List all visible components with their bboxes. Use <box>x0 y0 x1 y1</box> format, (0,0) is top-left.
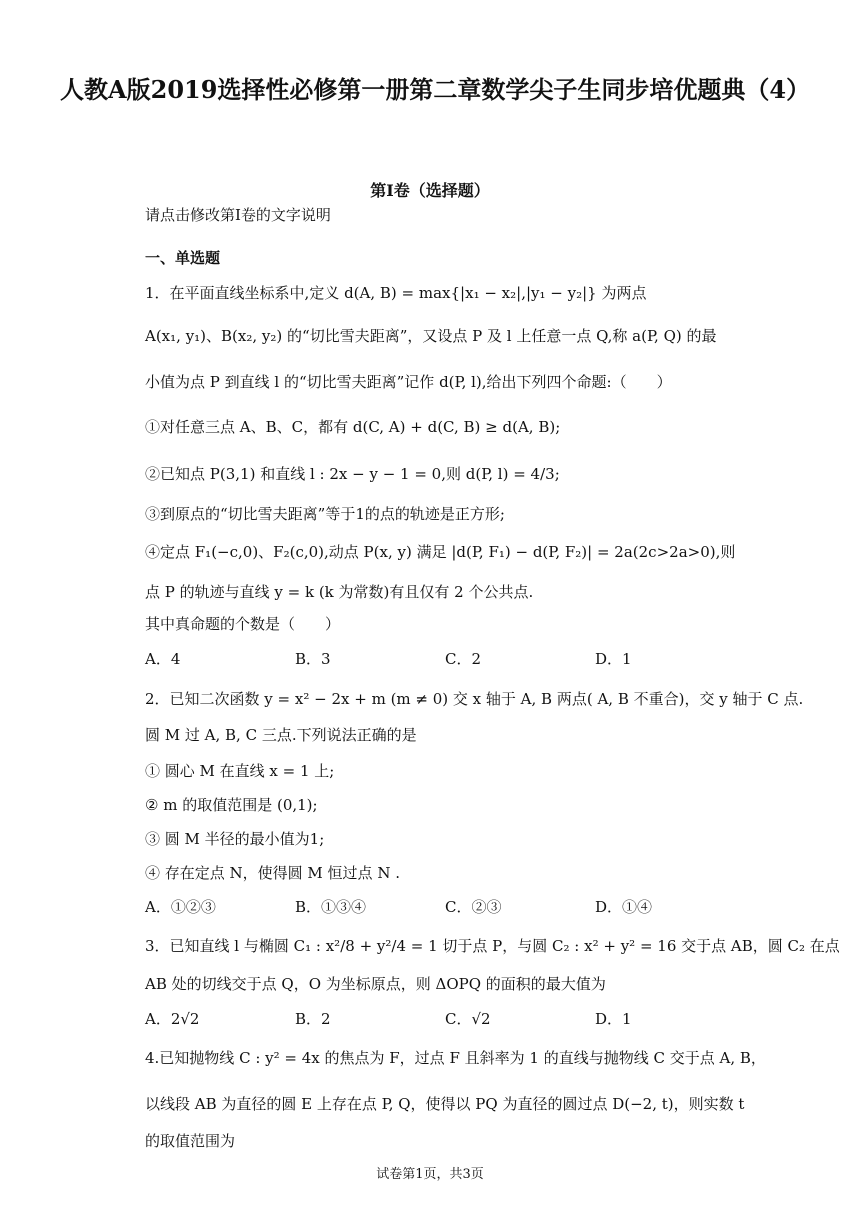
q2-line-2: 圆 M 过 A, B, C 三点.下列说法正确的是 <box>145 726 417 744</box>
q1-line-6: ③到原点的“切比雪夫距离”等于1的点的轨迹是正方形; <box>145 505 505 523</box>
q2-line-5: ③ 圆 M 半径的最小值为1; <box>145 830 325 848</box>
q3-line-2: AB 处的切线交于点 Q，O 为坐标原点，则 ΔOPQ 的面积的最大值为 <box>145 975 606 993</box>
q4-line-3: 的取值范围为 <box>145 1132 236 1150</box>
q1-line-7: ④定点 F₁(−c,0)、F₂(c,0),动点 P(x, y) 满足 |d(P, F₁) − d(P, F₂)| = 2a(2c>2a>0),则 <box>145 543 736 561</box>
q1-options <box>145 648 765 669</box>
q2-option-b[interactable]: B．①③④ <box>295 898 367 916</box>
part-heading: 一、单选题 <box>145 249 221 267</box>
q1-line-5: ②已知点 P(3,1) 和直线 l : 2x − y − 1 = 0,则 d(P, l) = 4/3; <box>145 465 560 483</box>
q4-line-1: 4.已知抛物线 C : y² = 4x 的焦点为 F，过点 F 且斜率为 1 的直线与抛物线 C 交于点 A, B， <box>145 1049 766 1067</box>
q2-option-d[interactable]: D．①④ <box>595 898 653 916</box>
q1-option-d[interactable]: D．1 <box>595 650 632 668</box>
q3-option-b[interactable]: B．2 <box>295 1010 331 1028</box>
q2-line-4: ② m 的取值范围是 (0,1); <box>145 796 318 814</box>
q3-option-d[interactable]: D．1 <box>595 1010 632 1028</box>
q3-option-c[interactable]: C．√2 <box>445 1010 491 1028</box>
q2-option-a[interactable]: A．①②③ <box>145 898 216 916</box>
q2-options <box>145 896 765 917</box>
q1-line-1: 1．在平面直线坐标系中,定义 d(A, B) = max{|x₁ − x₂|,|y₁ − y₂|} 为两点 <box>145 284 647 302</box>
q3-line-1: 3．已知直线 l 与椭圆 C₁ : x²/8 + y²/4 = 1 切于点 P，与圆 C₂ : x² + y² = 16 交于点 AB，圆 C₂ 在点 <box>145 937 840 955</box>
q1-line-3: 小值为点 P 到直线 l 的“切比雪夫距离”记作 d(P, l),给出下列四个命题:（ ） <box>145 373 672 391</box>
section-title: 第I卷（选择题） <box>370 181 490 200</box>
q3-option-a[interactable]: A．2√2 <box>145 1010 200 1028</box>
q1-line-8: 点 P 的轨迹与直线 y = k (k 为常数)有且仅有 2 个公共点. <box>145 583 534 601</box>
q1-option-b[interactable]: B．3 <box>295 650 331 668</box>
section-note[interactable]: 请点击修改第I卷的文字说明 <box>145 206 331 224</box>
q1-option-a[interactable]: A．4 <box>145 650 181 668</box>
document-title: 人教A版2019选择性必修第一册第二章数学尖子生同步培优题典（4） <box>60 75 811 104</box>
q2-line-6: ④ 存在定点 N，使得圆 M 恒过点 N . <box>145 864 400 882</box>
q4-line-2: 以线段 AB 为直径的圆 E 上存在点 P, Q，使得以 PQ 为直径的圆过点 D(−2, t)，则实数 t <box>145 1095 745 1113</box>
page-footer: 试卷第1页，共3页 <box>376 1167 484 1182</box>
q3-options <box>145 1008 765 1029</box>
q1-line-4: ①对任意三点 A、B、C，都有 d(C, A) + d(C, B) ≥ d(A, B); <box>145 418 561 436</box>
q2-line-3: ① 圆心 M 在直线 x = 1 上; <box>145 762 335 780</box>
q2-line-1: 2．已知二次函数 y = x² − 2x + m (m ≠ 0) 交 x 轴于 A, B 两点( A, B 不重合)，交 y 轴于 C 点. <box>145 690 804 708</box>
q1-line-2: A(x₁, y₁)、B(x₂, y₂) 的“切比雪夫距离”，又设点 P 及 l 上任意一点 Q,称 a(P, Q) 的最 <box>145 327 717 345</box>
q1-line-9: 其中真命题的个数是（ ） <box>145 615 341 633</box>
q1-option-c[interactable]: C．2 <box>445 650 482 668</box>
q2-option-c[interactable]: C．②③ <box>445 898 502 916</box>
